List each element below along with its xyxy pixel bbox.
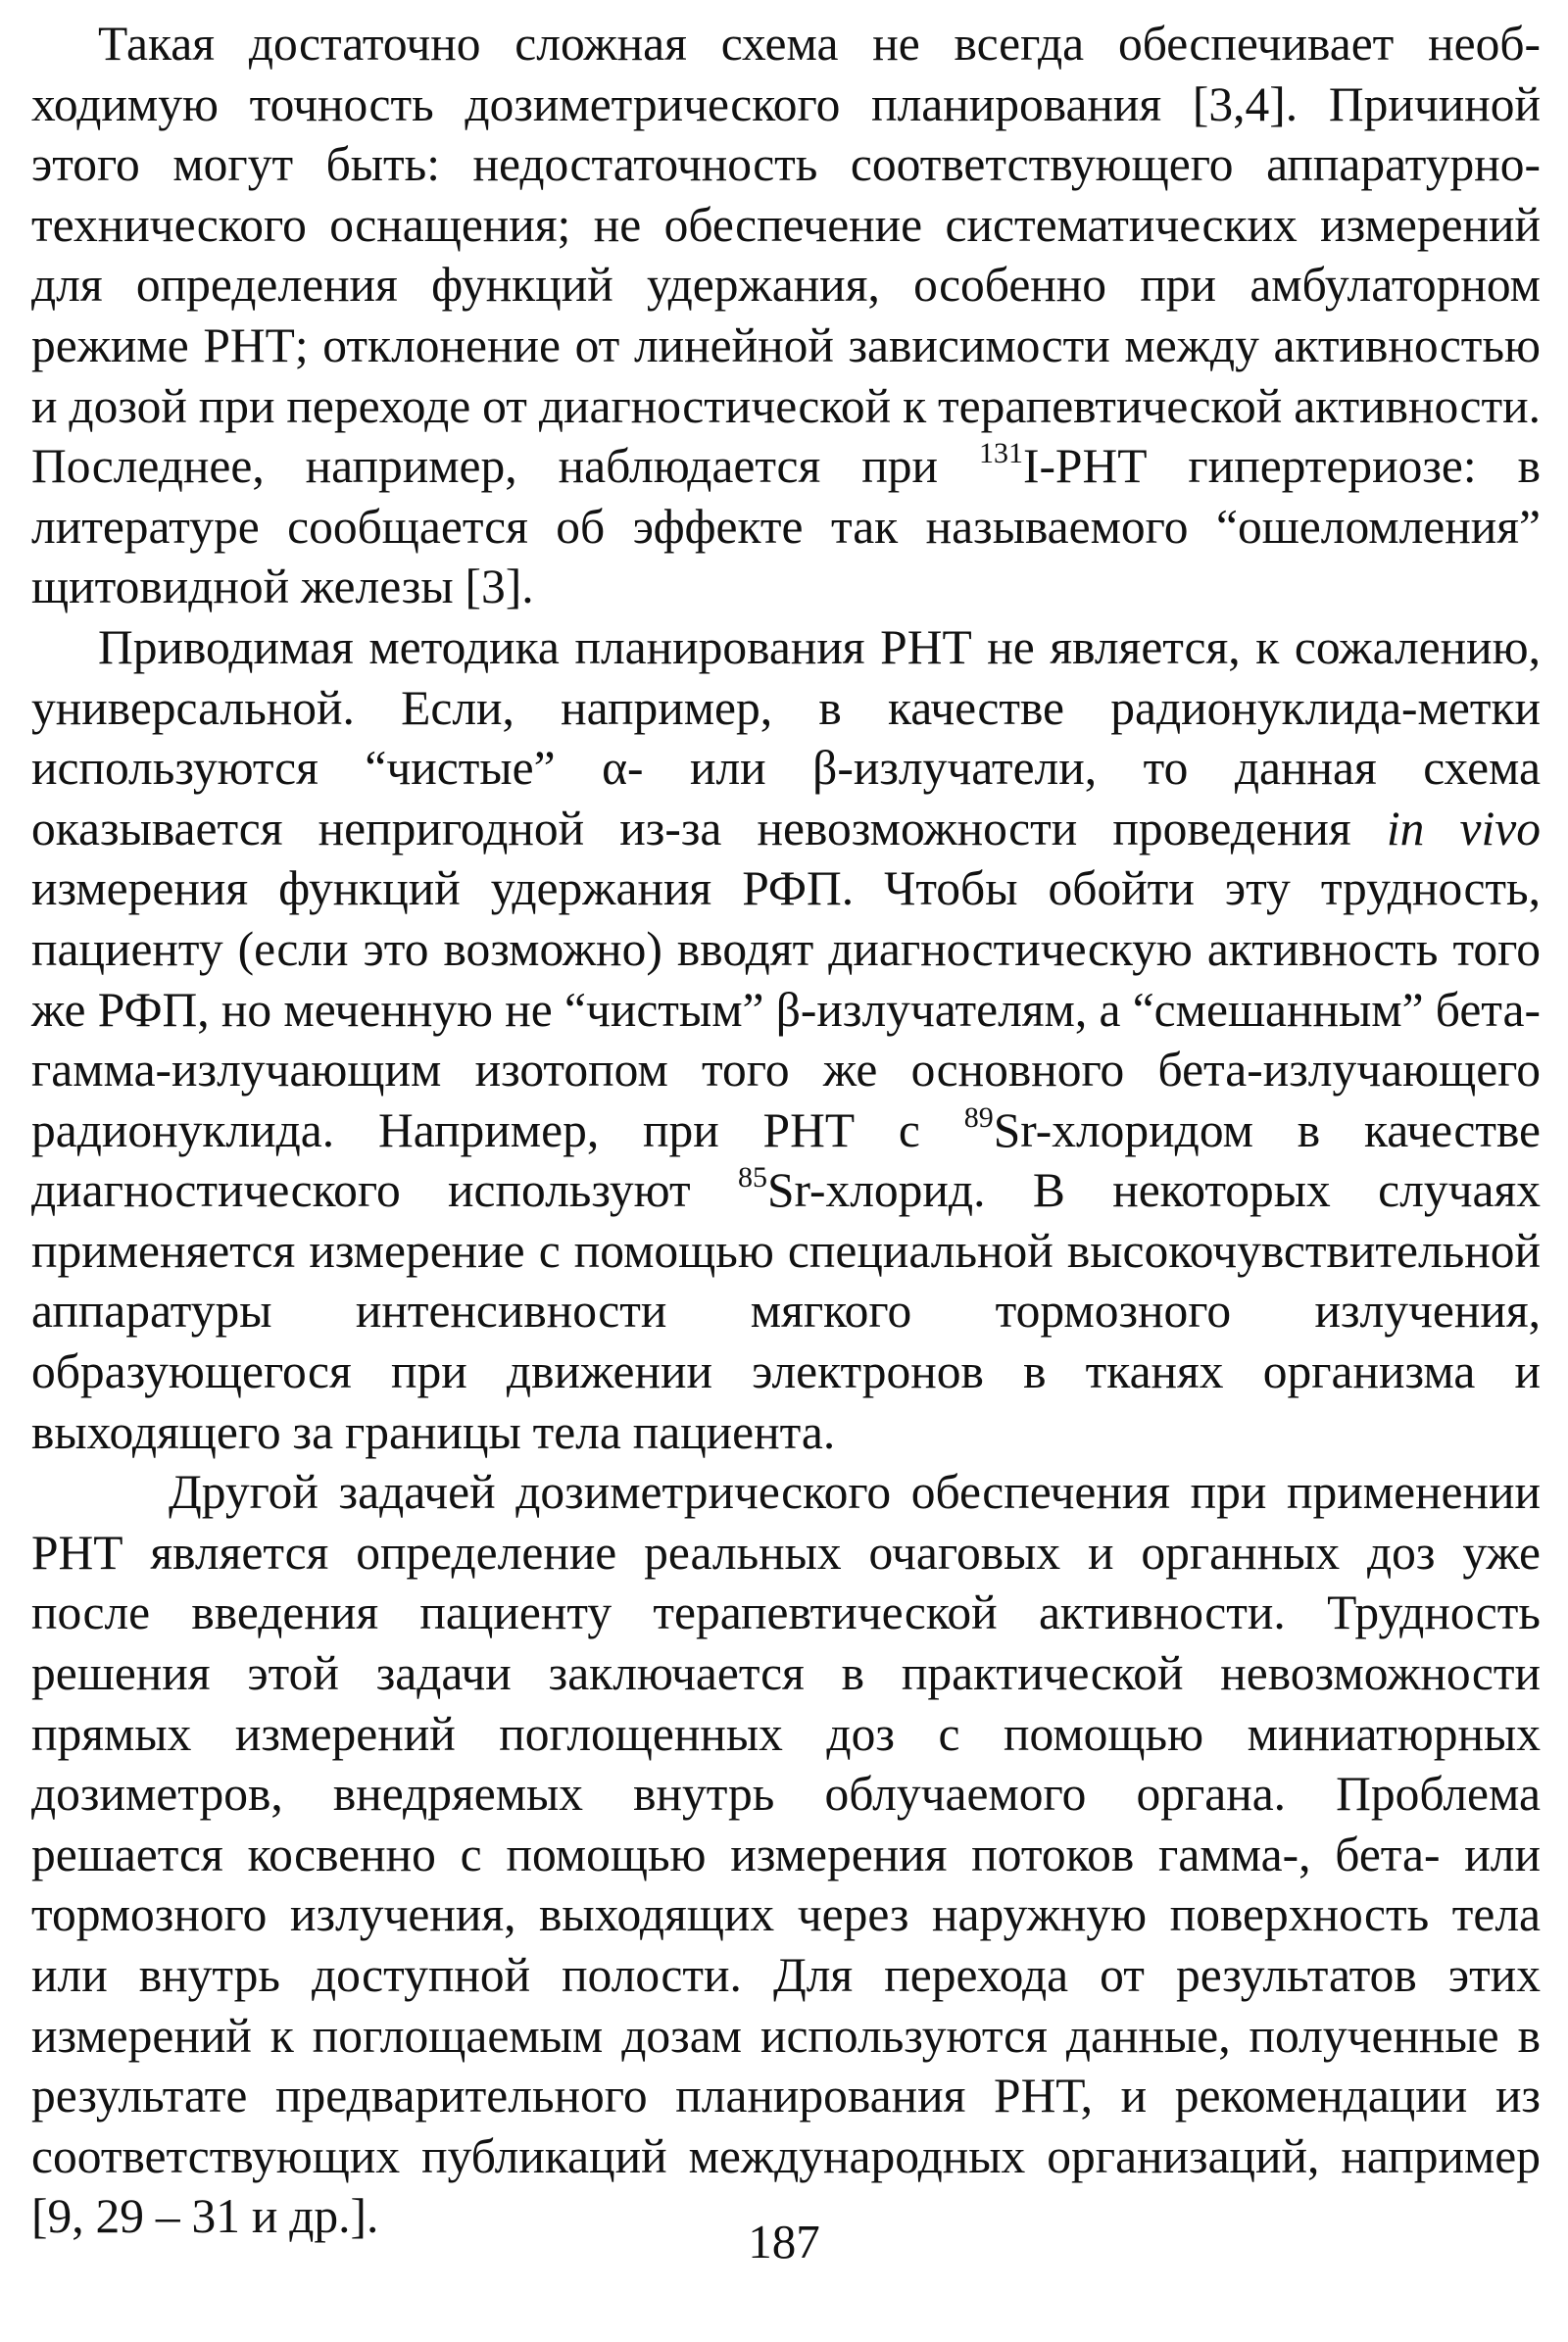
paragraph-method-universality <box>31 617 1541 1462</box>
superscript-isotope-85: 85 <box>737 1161 767 1195</box>
superscript-isotope-131: 131 <box>978 437 1023 470</box>
text-run: измерения функций удержания РФП. Чтобы обойти эту трудность, пациенту (если это возможно) вводят диагностическую активность того же РФП, но меченную не “чистым” β-излучателям, а “смешанным” бета-гамма-излучающим изотопом того же основного бета-излучающего радионуклида. Например, при РНТ с <box>31 861 1541 1157</box>
text-run: Sr-хлорид. В некоторых случаях применяется измерение с помощью специальной высокочувствительной аппаратуры интенсивности мягкого тормозного излучения, образующегося при движении электронов в тканях организма и выходящего за границы тела пациента. <box>31 1163 1541 1459</box>
paragraph-dosimetry-limitations <box>31 14 1541 617</box>
italic-in-vivo: in vivo <box>1386 801 1541 855</box>
text-run: I-РНТ гипертериозе: в литературе сообщается об эффекте так называемого “ошеломления” щитовидной железы [3]. <box>31 439 1541 614</box>
superscript-isotope-89: 89 <box>963 1100 994 1134</box>
text-run: Такая достаточно сложная схема не всегда обеспечивает необходимую точность дозиметрического планирования [3,4]. Причиной этого могут быть: недостаточность соответствующего аппаратурно-технического оснащения; не обеспечение систематических измерений для определения функций удержания, особенно при амбулаторном режиме РНТ; отклонение от линейной зависимости между активностью и дозой при переходе от диагностической к терапевтической активности. Последнее, например, наблюдается при <box>31 17 1541 494</box>
paragraph-absorbed-dose-measurement <box>31 1462 1541 2247</box>
page-number: 187 <box>748 2215 820 2269</box>
text-run: Приводимая методика планирования РНТ не является, к сожалению, универсальной. Если, например, в качестве радионуклида-метки используются “чистые” α- или β-излучатели, то данная схема оказывается непригодной из-за невозможности проведения <box>31 619 1541 855</box>
text-run: Sr-хлоридом в качестве диагностического используют <box>31 1102 1542 1218</box>
text-run: Другой задачей дозиметрического обеспечения при применении РНТ является определение реальных очаговых и органных доз уже после введения пациенту терапевтической активности. Трудность решения этой задачи заключается в практической невозможности прямых измерений поглощенных доз с помощью миниатюрных дозиметров, внедряемых внутрь облучаемого органа. Проблема решается косвенно с помощью измерения потоков гамма-, бета- или тормозного излучения, выходящих через наружную поверхность тела или внутрь доступной полости. Для перехода от результатов этих измерений к поглощаемым дозам используются данные, полученные в результате предварительного планирования РНТ, и рекомендации из соответствующих публикаций международных организаций, например [9, 29 – 31 и др.]. <box>31 1465 1541 2244</box>
page-body <box>31 14 1541 2247</box>
